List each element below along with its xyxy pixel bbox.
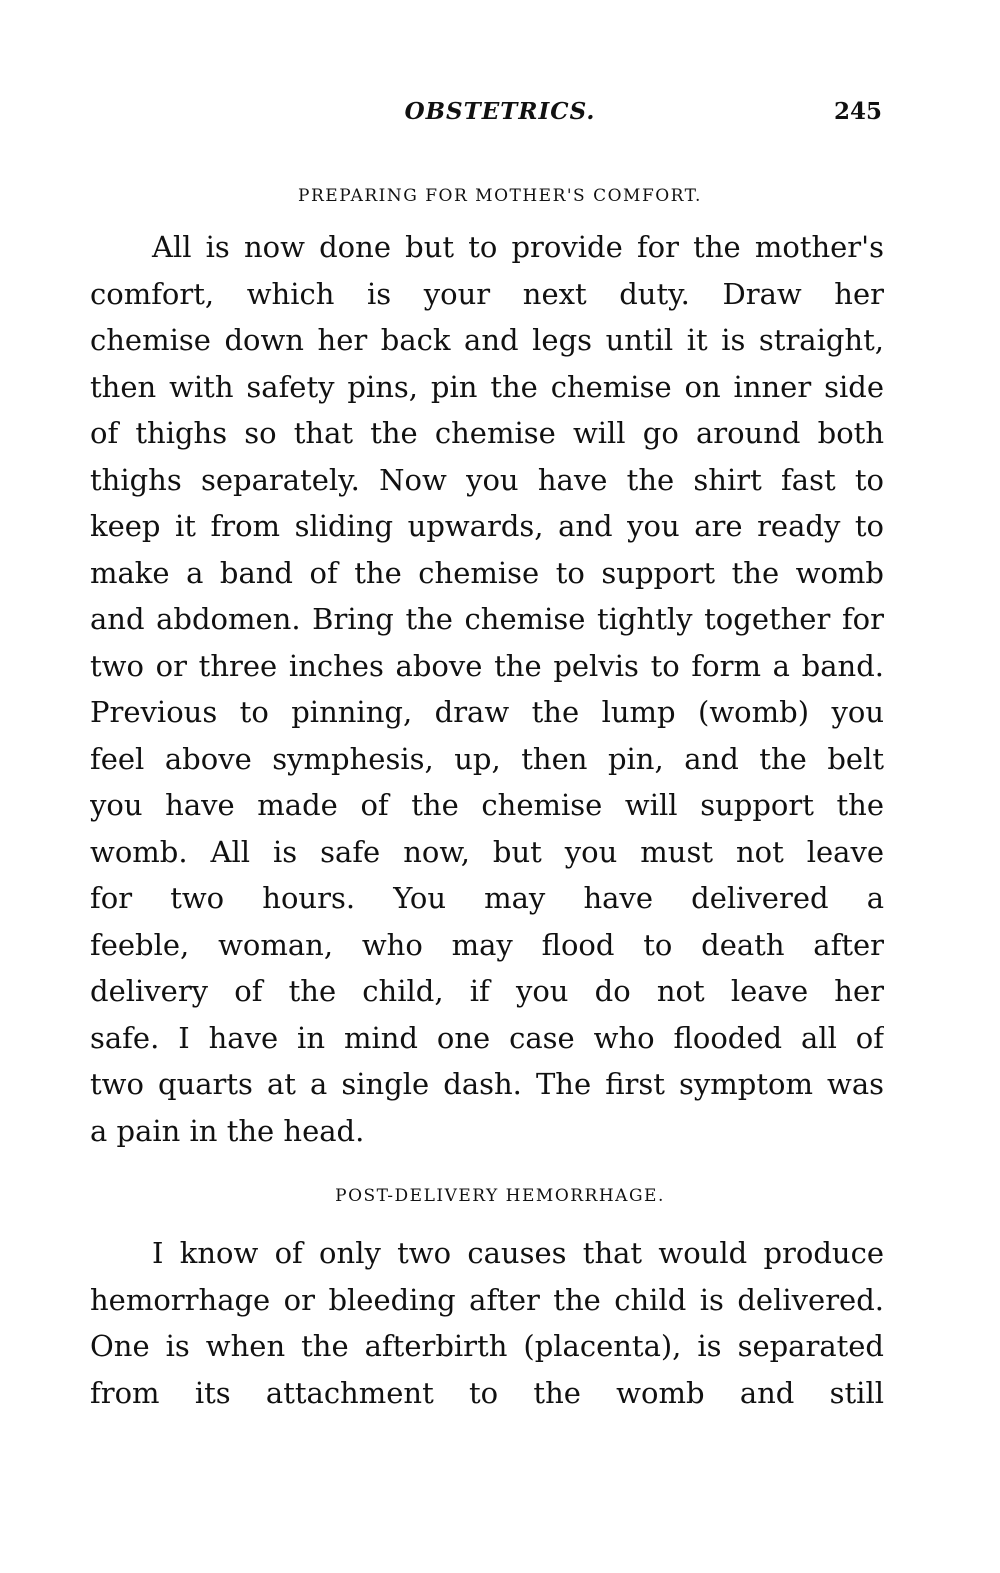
section-heading-hemorrhage: POST-DELIVERY HEMORRHAGE. bbox=[335, 1186, 665, 1206]
text-line: two or three inches above the pelvis to form a band. bbox=[90, 648, 884, 683]
text-line: delivery of the child, if you do not leave her bbox=[90, 974, 884, 1008]
text-line: a pain in the head. bbox=[90, 1113, 365, 1148]
text-line: comfort, which is your next duty. Draw her bbox=[90, 276, 884, 311]
text-line: chemise down her back and legs until it is straight, bbox=[90, 323, 884, 357]
text-line: All is now done but to provide for the mother's bbox=[152, 230, 884, 264]
paragraph-comfort bbox=[90, 224, 884, 1154]
text-line: Previous to pinning, draw the lump (womb) you bbox=[90, 695, 884, 729]
text-line: of thighs so that the chemise will go around both bbox=[90, 416, 884, 450]
text-line: make a band of the chemise to support the womb bbox=[90, 555, 884, 590]
text-line: safe. I have in mind one case who flooded all of bbox=[90, 1020, 884, 1055]
text-line: womb. All is safe now, but you must not leave bbox=[90, 834, 884, 869]
section-heading-comfort: PREPARING FOR MOTHER'S COMFORT. bbox=[298, 186, 702, 206]
text-line: then with safety pins, pin the chemise on inner side bbox=[90, 369, 884, 404]
running-title: OBSTETRICS. bbox=[404, 98, 596, 125]
text-line: I know of only two causes that would produce bbox=[152, 1236, 884, 1270]
text-line: and abdomen. Bring the chemise tightly together for bbox=[90, 602, 884, 636]
text-line: One is when the afterbirth (placenta), is separated bbox=[90, 1329, 884, 1363]
text-line: two quarts at a single dash. The first symptom was bbox=[90, 1067, 884, 1101]
paragraph-hemorrhage bbox=[90, 1230, 884, 1416]
page-number: 245 bbox=[833, 98, 882, 125]
text-line: for two hours. You may have delivered a bbox=[90, 881, 884, 915]
text-line: feeble, woman, who may flood to death after bbox=[90, 927, 884, 962]
text-line: thighs separately. Now you have the shirt fast to bbox=[90, 462, 884, 497]
text-line: from its attachment to the womb and still bbox=[90, 1375, 884, 1410]
text-line: hemorrhage or bleeding after the child is delivered. bbox=[90, 1282, 884, 1317]
text-line: feel above symphesis, up, then pin, and the belt bbox=[90, 741, 884, 776]
text-line: keep it from sliding upwards, and you are ready to bbox=[90, 509, 884, 543]
text-line: you have made of the chemise will support the bbox=[90, 788, 884, 822]
